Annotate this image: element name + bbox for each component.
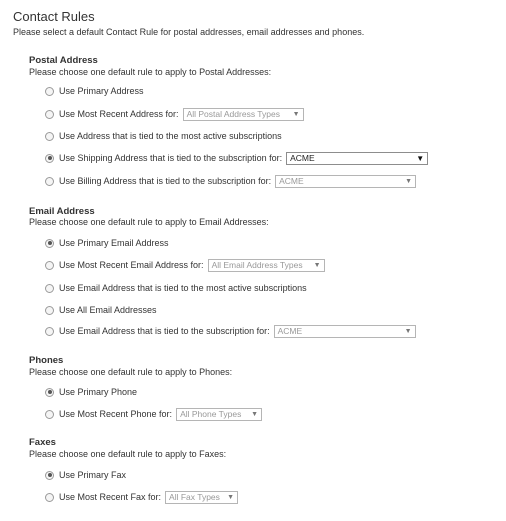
- chevron-down-icon: ▼: [227, 493, 235, 501]
- email-section-subtitle: Please choose one default rule to apply to Email Addresses:: [29, 217, 269, 227]
- postal-option-most-active[interactable]: [45, 128, 286, 144]
- postal-billing-select-value: ACME: [279, 176, 304, 186]
- faxes-most-recent-radio[interactable]: [45, 493, 54, 502]
- email-subscription-radio[interactable]: [45, 327, 54, 336]
- page-subtitle: Please select a default Contact Rule for postal addresses, email addresses and phones.: [13, 27, 365, 37]
- postal-most-active-radio[interactable]: [45, 132, 54, 141]
- email-option-most-recent[interactable]: [45, 257, 325, 273]
- faxes-option-primary[interactable]: [45, 467, 130, 483]
- postal-option-most-recent[interactable]: [45, 106, 304, 122]
- chevron-down-icon: ▼: [405, 177, 413, 185]
- postal-shipping-subscription-select[interactable]: [286, 152, 428, 165]
- postal-primary-label: Use Primary Address: [59, 86, 144, 96]
- postal-shipping-radio[interactable]: [45, 154, 54, 163]
- email-option-subscription[interactable]: [45, 323, 416, 339]
- postal-billing-radio[interactable]: [45, 177, 54, 186]
- page-title: Contact Rules: [13, 9, 95, 24]
- postal-billing-label: Use Billing Address that is tied to the subscription for:: [59, 176, 272, 186]
- phones-section-title: Phones: [29, 355, 64, 366]
- chevron-down-icon: ▼: [251, 410, 259, 418]
- faxes-section-subtitle: Please choose one default rule to apply to Faxes:: [29, 449, 227, 459]
- phones-primary-label: Use Primary Phone: [59, 387, 138, 397]
- postal-most-active-label: Use Address that is tied to the most active subscriptions: [59, 131, 282, 141]
- postal-option-primary[interactable]: [45, 83, 148, 99]
- email-all-label: Use All Email Addresses: [59, 305, 157, 315]
- email-option-most-active[interactable]: [45, 280, 311, 296]
- email-option-all[interactable]: [45, 302, 161, 318]
- postal-primary-radio[interactable]: [45, 87, 54, 96]
- email-type-select[interactable]: [208, 259, 325, 272]
- chevron-down-icon: ▼: [292, 110, 300, 118]
- postal-shipping-select-value: ACME: [290, 153, 315, 163]
- email-most-recent-label: Use Most Recent Email Address for:: [59, 260, 204, 270]
- email-most-active-label: Use Email Address that is tied to the most active subscriptions: [59, 283, 307, 293]
- fax-type-select[interactable]: [165, 491, 238, 504]
- postal-most-recent-label: Use Most Recent Address for:: [59, 109, 179, 119]
- postal-option-billing[interactable]: [45, 173, 416, 189]
- email-all-radio[interactable]: [45, 306, 54, 315]
- email-primary-radio[interactable]: [45, 239, 54, 248]
- phone-type-select-value: All Phone Types: [180, 409, 242, 419]
- email-section-title: Email Address: [29, 206, 95, 217]
- email-subscription-select[interactable]: [274, 325, 416, 338]
- email-most-active-radio[interactable]: [45, 284, 54, 293]
- postal-billing-subscription-select[interactable]: [275, 175, 416, 188]
- chevron-down-icon: ▼: [416, 153, 425, 163]
- phones-option-primary[interactable]: [45, 384, 141, 400]
- email-primary-label: Use Primary Email Address: [59, 238, 169, 248]
- chevron-down-icon: ▼: [404, 327, 412, 335]
- faxes-most-recent-label: Use Most Recent Fax for:: [59, 492, 162, 502]
- email-subscription-select-value: ACME: [277, 326, 303, 336]
- phone-type-select[interactable]: [176, 408, 262, 421]
- email-subscription-label: Use Email Address that is tied to the subscription for:: [59, 326, 270, 336]
- email-most-recent-radio[interactable]: [45, 261, 54, 270]
- phones-primary-radio[interactable]: [45, 388, 54, 397]
- postal-shipping-label: Use Shipping Address that is tied to the subscription for:: [59, 153, 283, 163]
- faxes-section-title: Faxes: [29, 437, 56, 448]
- faxes-primary-radio[interactable]: [45, 471, 54, 480]
- fax-type-select-value: All Fax Types: [169, 492, 220, 502]
- postal-most-recent-radio[interactable]: [45, 110, 54, 119]
- faxes-option-most-recent[interactable]: [45, 489, 238, 505]
- postal-type-select-value: All Postal Address Types: [186, 109, 280, 119]
- postal-section-title: Postal Address: [29, 55, 98, 66]
- email-option-primary[interactable]: [45, 235, 173, 251]
- postal-type-select[interactable]: [183, 108, 304, 121]
- phones-most-recent-radio[interactable]: [45, 410, 54, 419]
- email-type-select-value: All Email Address Types: [211, 260, 303, 270]
- faxes-primary-label: Use Primary Fax: [59, 470, 127, 480]
- postal-section-subtitle: Please choose one default rule to apply to Postal Addresses:: [29, 67, 272, 77]
- phones-most-recent-label: Use Most Recent Phone for:: [59, 409, 173, 419]
- phones-section-subtitle: Please choose one default rule to apply to Phones:: [29, 367, 233, 377]
- phones-option-most-recent[interactable]: [45, 406, 262, 422]
- postal-option-shipping[interactable]: [45, 150, 428, 166]
- chevron-down-icon: ▼: [313, 261, 321, 269]
